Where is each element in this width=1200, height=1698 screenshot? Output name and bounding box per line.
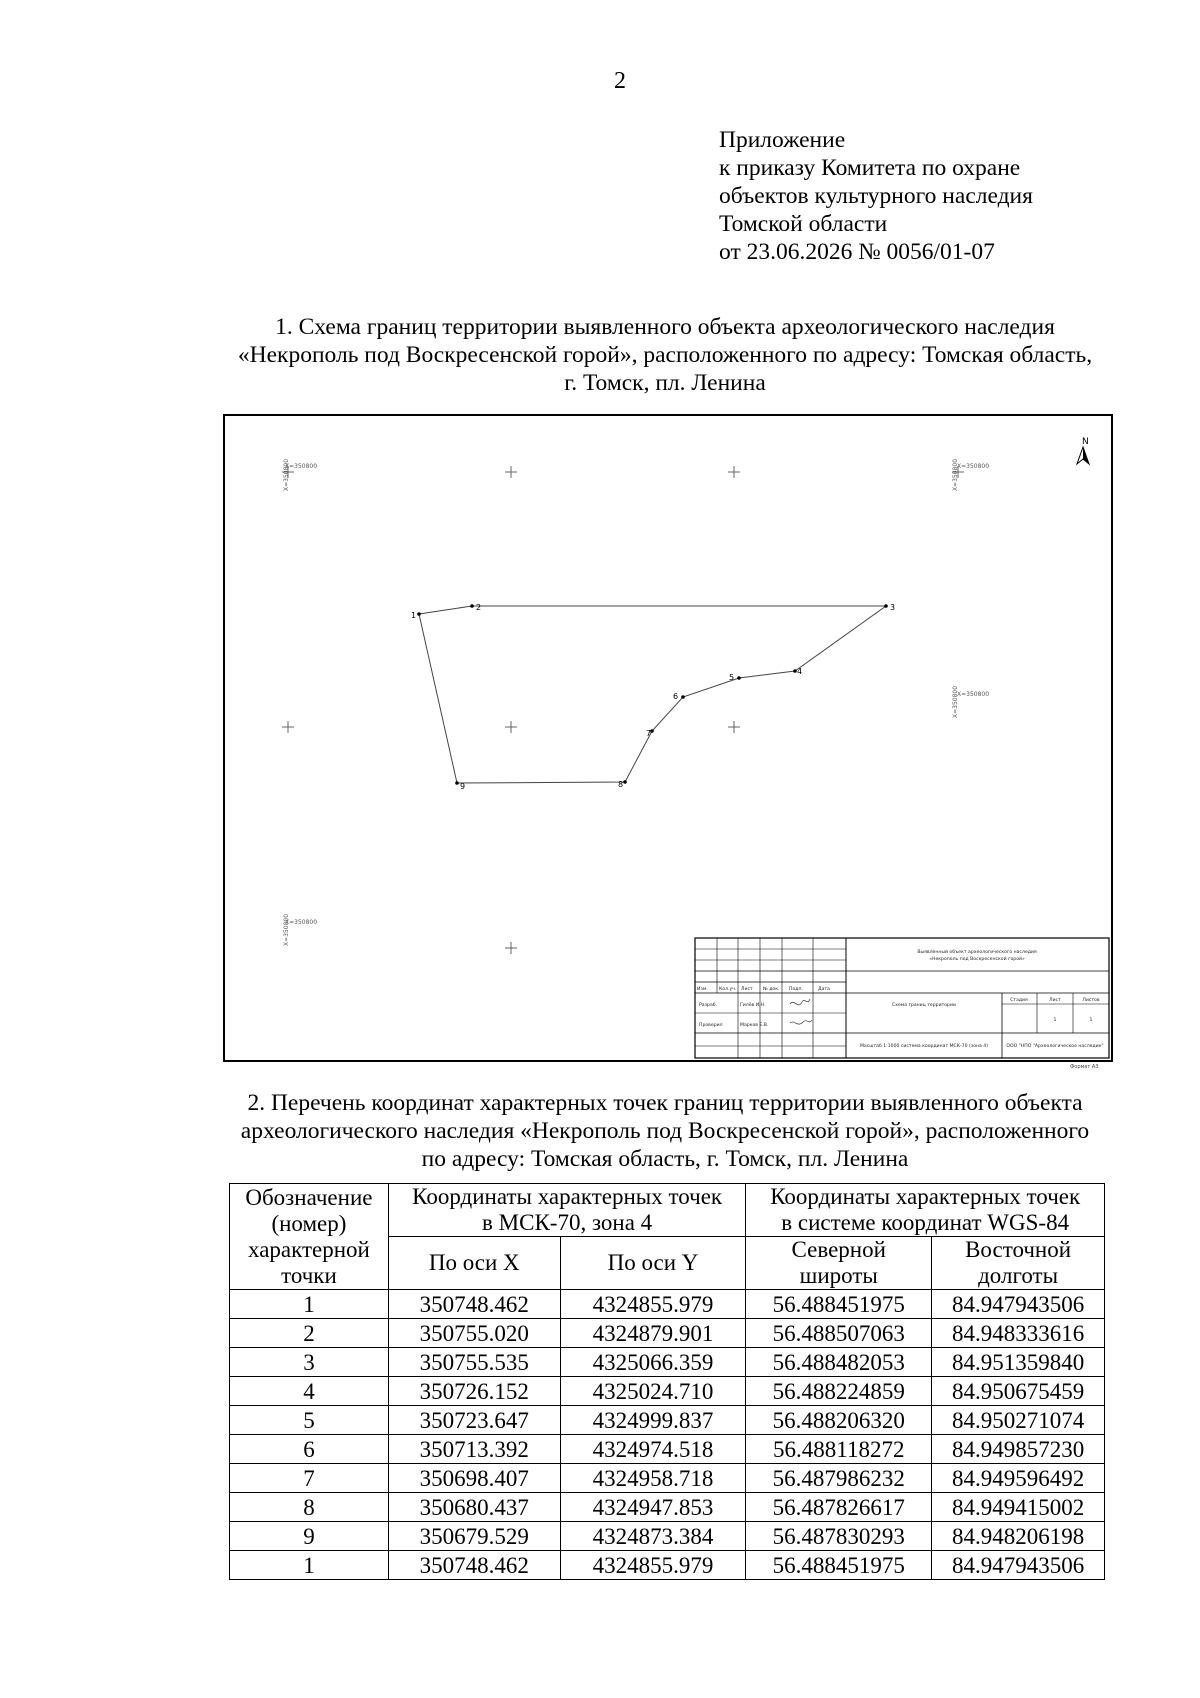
cell-y: 4324974.518: [560, 1435, 746, 1464]
boundary-point: [470, 603, 481, 612]
boundary-point-label: 5: [729, 673, 735, 682]
stamp-header: Изм.: [697, 987, 708, 992]
cell-latitude: 56.488206320: [746, 1406, 932, 1435]
stamp-header: № док.: [763, 987, 780, 992]
cell-point-number: 9: [230, 1522, 389, 1551]
stamp-sheets: Листов: [1082, 998, 1100, 1003]
stamp-header: Дата: [818, 987, 830, 992]
boundary-point: [646, 729, 654, 738]
appendix-line: Томской области: [719, 211, 888, 237]
boundary-point-marker: [737, 676, 741, 680]
boundary-point: [455, 781, 465, 791]
boundary-points: [411, 603, 895, 791]
header-line: Обозначение: [245, 1184, 373, 1210]
header-msk70: [388, 1184, 745, 1237]
header-line: в МСК-70, зона 4: [482, 1210, 653, 1235]
cell-longitude: 84.948206198: [932, 1522, 1105, 1551]
grid-cross-icon: [505, 721, 517, 733]
boundary-point-marker: [884, 604, 888, 608]
header-line: долготы: [978, 1263, 1059, 1288]
heading-line: 2. Перечень координат характерных точек границ территории выявленного объекта: [247, 1090, 1083, 1116]
stamp-name: Марков Е.В.: [740, 1023, 769, 1028]
cell-longitude: 84.947943506: [932, 1551, 1105, 1580]
header-line: в системе координат WGS-84: [781, 1210, 1070, 1235]
grid-label: Х=350800: [957, 463, 990, 470]
appendix-line: от 23.06.2026 № 0056/01-07: [719, 239, 995, 265]
cell-point-number: 5: [230, 1406, 389, 1435]
grid-label: Х=350800: [283, 913, 290, 946]
grid-label: Х=350800: [952, 685, 959, 718]
boundary-point: [618, 780, 627, 789]
stamp-object-title: Выявленный объект археологического наследия: [917, 950, 1037, 955]
boundary-point-label: 2: [476, 603, 482, 612]
cell-y: 4325066.359: [560, 1348, 746, 1377]
grid-cross-icon: [728, 466, 740, 478]
cell-longitude: 84.948333616: [932, 1319, 1105, 1348]
boundary-point-marker: [470, 604, 474, 608]
grid-cross-icon: [282, 721, 294, 733]
cell-longitude: 84.947943506: [932, 1290, 1105, 1319]
north-arrow-icon: [1077, 437, 1089, 464]
signature-icon: [790, 1020, 812, 1024]
cell-latitude: 56.487830293: [746, 1522, 932, 1551]
cell-longitude: 84.949596492: [932, 1464, 1105, 1493]
cell-latitude: 56.488224859: [746, 1377, 932, 1406]
stamp-organization: ООО "НПО "Археологическое наследие": [1006, 1044, 1104, 1049]
header-wgs84: [746, 1184, 1105, 1237]
header-latitude: [746, 1237, 932, 1290]
stamp-header: Кол.уч.: [719, 987, 737, 992]
table-row: [230, 1522, 1105, 1551]
grid-labels: [283, 459, 989, 946]
grid-cross-icon: [505, 942, 517, 954]
cell-latitude: 56.488451975: [746, 1290, 932, 1319]
stamp-role: Разраб.: [699, 1003, 718, 1008]
table-row: [230, 1551, 1105, 1580]
cell-point-number: 7: [230, 1464, 389, 1493]
scheme-drawing: [225, 416, 1111, 1060]
heading-line: 1. Схема границ территории выявленного объекта археологического наследия: [275, 314, 1055, 340]
cell-x: 350723.647: [388, 1406, 560, 1435]
grid-cross-icon: [505, 466, 517, 478]
header-line: Координаты характерных точек: [770, 1184, 1081, 1209]
cell-latitude: 56.487986232: [746, 1464, 932, 1493]
grid-label: Х=350800: [285, 463, 318, 470]
cell-x: 350755.020: [388, 1319, 560, 1348]
grid-cross-icon: [728, 721, 740, 733]
header-line: точки: [281, 1262, 337, 1288]
header-line: Восточной: [965, 1237, 1072, 1262]
stamp-scale-note: Масштаб 1:1000 система координат МСК-70 (зона 4): [859, 1044, 989, 1049]
coordinates-table: [229, 1183, 1105, 1580]
header-line: (номер): [271, 1210, 347, 1236]
stamp-role: Проверил: [699, 1023, 723, 1028]
cell-y: 4324958.718: [560, 1464, 746, 1493]
stamp-stage: Стадия: [1010, 998, 1028, 1003]
cell-x: 350679.529: [388, 1522, 560, 1551]
heading-line: по адресу: Томская область, г. Томск, пл. Ленина: [421, 1146, 909, 1172]
cell-point-number: 4: [230, 1377, 389, 1406]
cell-y: 4324873.384: [560, 1522, 746, 1551]
heading-line: «Некрополь под Воскресенской горой», расположенного по адресу: Томская область,: [237, 342, 1093, 368]
cell-longitude: 84.951359840: [932, 1348, 1105, 1377]
table-row: [230, 1348, 1105, 1377]
stamp-header: Подп.: [789, 987, 803, 992]
signature-icon: [790, 999, 810, 1005]
grid-label: Х=350800: [283, 458, 290, 491]
stamp-header: Лист: [741, 987, 753, 992]
cell-latitude: 56.488118272: [746, 1435, 932, 1464]
title-block: [695, 938, 1109, 1058]
cell-point-number: 6: [230, 1435, 389, 1464]
boundary-point-marker: [681, 695, 685, 699]
stamp-object-name: «Некрополь под Воскресенской горой»: [929, 957, 1025, 962]
stamp-drawing-title: Схема границ территории: [892, 1003, 956, 1008]
header-longitude: [932, 1237, 1105, 1290]
cell-longitude: 84.949857230: [932, 1435, 1105, 1464]
cell-point-number: 8: [230, 1493, 389, 1522]
cell-latitude: 56.488482053: [746, 1348, 932, 1377]
coordinates-body: [230, 1290, 1105, 1580]
table-row: [230, 1464, 1105, 1493]
heading-line: археологического наследия «Некрополь под Воскресенской горой», расположенного: [240, 1118, 1090, 1144]
section-2-heading: [205, 1089, 1125, 1173]
header-point-id: [230, 1184, 389, 1290]
boundary-point: [411, 611, 421, 620]
boundary-point-label: 8: [618, 780, 624, 789]
cell-y: 4324999.837: [560, 1406, 746, 1435]
cell-x: 350698.407: [388, 1464, 560, 1493]
cell-latitude: 56.488507063: [746, 1319, 932, 1348]
table-row: [230, 1435, 1105, 1464]
table-row: [230, 1493, 1105, 1522]
cell-y: 4324855.979: [560, 1290, 746, 1319]
boundary-point: [729, 673, 741, 682]
boundary-point: [673, 692, 685, 701]
grid-label: Х=350800: [285, 919, 318, 926]
table-row: [230, 1406, 1105, 1435]
boundary-point-label: 7: [646, 729, 652, 738]
cell-x: 350713.392: [388, 1435, 560, 1464]
boundary-point-label: 4: [797, 667, 803, 676]
table-row: [230, 1290, 1105, 1319]
stamp-sheets-value: 1: [1089, 1018, 1093, 1023]
grid-label: Х=350800: [952, 458, 959, 491]
appendix-line: к приказу Комитета по охране: [719, 155, 1021, 181]
north-label: N: [1082, 437, 1089, 447]
boundary-point-marker: [455, 781, 459, 785]
stamp-sheet-value: 1: [1053, 1018, 1057, 1023]
header-axis-y: По оси Y: [560, 1237, 746, 1290]
cell-latitude: 56.487826617: [746, 1493, 932, 1522]
cell-point-number: 3: [230, 1348, 389, 1377]
boundary-point-label: 6: [673, 692, 679, 701]
cell-point-number: 2: [230, 1319, 389, 1348]
header-line: широты: [799, 1263, 878, 1288]
cell-y: 4324855.979: [560, 1551, 746, 1580]
appendix-line: объектов культурного наследия: [719, 183, 1033, 209]
cell-point-number: 1: [230, 1551, 389, 1580]
boundary-point-marker: [417, 612, 421, 616]
appendix-header: [719, 126, 1033, 266]
cell-x: 350755.535: [388, 1348, 560, 1377]
cell-y: 4325024.710: [560, 1377, 746, 1406]
header-line: Координаты характерных точек: [412, 1184, 723, 1209]
cell-latitude: 56.488451975: [746, 1551, 932, 1580]
stamp-sheet: Лист: [1049, 998, 1061, 1003]
header-axis-x: По оси X: [388, 1237, 560, 1290]
cell-longitude: 84.949415002: [932, 1493, 1105, 1522]
coordinate-grid: [282, 466, 964, 954]
boundary-outline: [419, 606, 886, 783]
boundary-point-label: 9: [460, 782, 466, 791]
table-row: [230, 1319, 1105, 1348]
page-number: 2: [614, 68, 626, 94]
cell-point-number: 1: [230, 1290, 389, 1319]
stamp-name: Гилёв И.Н.: [740, 1003, 766, 1008]
boundary-scheme: [223, 414, 1113, 1062]
cell-x: 350680.437: [388, 1493, 560, 1522]
boundary-point-label: 3: [890, 603, 896, 612]
cell-x: 350726.152: [388, 1377, 560, 1406]
header-line: Северной: [791, 1237, 886, 1262]
appendix-line: Приложение: [719, 127, 846, 153]
cell-y: 4324879.901: [560, 1319, 746, 1348]
table-row: [230, 1377, 1105, 1406]
heading-line: г. Томск, пл. Ленина: [564, 370, 766, 396]
format-label: Формат А3: [1070, 1064, 1099, 1070]
cell-x: 350748.462: [388, 1551, 560, 1580]
section-1-heading: [205, 313, 1125, 397]
boundary-point: [884, 603, 895, 612]
cell-longitude: 84.950271074: [932, 1406, 1105, 1435]
cell-y: 4324947.853: [560, 1493, 746, 1522]
boundary-point-marker: [623, 780, 627, 784]
cell-x: 350748.462: [388, 1290, 560, 1319]
boundary-point-label: 1: [411, 611, 417, 620]
header-line: характерной: [248, 1236, 370, 1262]
boundary-point: [793, 667, 802, 676]
grid-label: Х=350800: [957, 691, 990, 698]
cell-longitude: 84.950675459: [932, 1377, 1105, 1406]
